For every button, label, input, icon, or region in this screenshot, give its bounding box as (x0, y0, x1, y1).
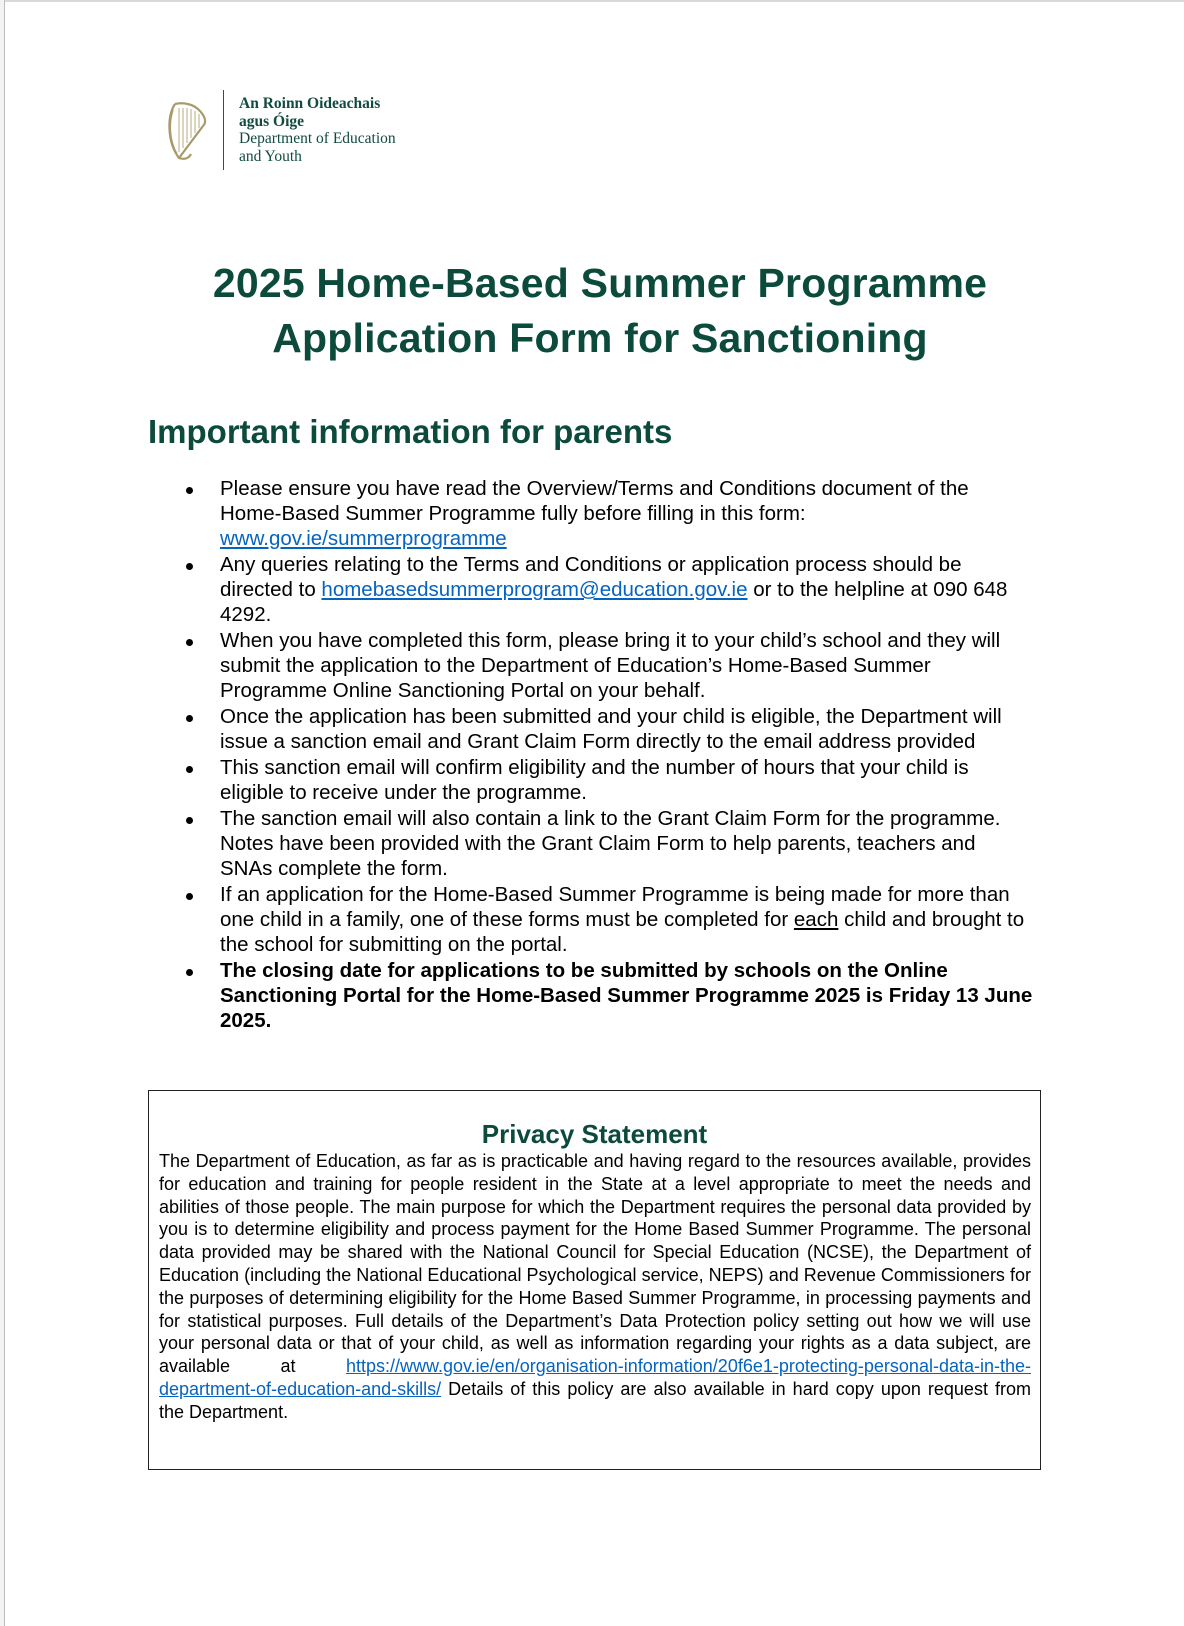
bullet-icon (186, 563, 193, 570)
list-item-closing-date (183, 958, 1033, 1033)
list-item (183, 628, 1033, 703)
emphasis-each: each (793, 908, 839, 931)
privacy-title: Privacy Statement (481, 1119, 708, 1149)
data-protection-policy-link[interactable]: https://www.gov.ie/en/organisation-information/20f6e1-protecting-personal-data-in-the-department-of-education-and-skills/ (159, 1356, 1031, 1399)
bullet-text: Once the application has been submitted and your child is eligible, the Department will issue a sanction email and Grant Claim Form directly to the email address provided (220, 705, 1002, 753)
title-line2: Application Form for Sanctioning (272, 315, 928, 361)
logo-irish-line2: agus Óige (239, 112, 305, 130)
bullet-text: or to the helpline at 090 648 4292. (220, 578, 1008, 626)
bullet-icon (186, 817, 193, 824)
list-item (183, 806, 1033, 881)
page-title (140, 256, 1060, 366)
bullet-icon (186, 487, 193, 494)
bullet-text: If an application for the Home-Based Summer Programme is being made for more than one child in a family, one of these forms must be completed for (220, 883, 1010, 931)
privacy-text: Details of this policy are also available in hard copy upon request from the Department. (159, 1378, 1031, 1422)
info-bullet-list (183, 476, 1033, 1034)
list-item (183, 552, 1033, 627)
bullet-icon (186, 639, 193, 646)
list-item (183, 704, 1033, 754)
logo-english-line2: and Youth (239, 147, 302, 165)
bullet-text: This sanction email will confirm eligibility and the number of hours that your child is eligible to receive under the programme. (220, 756, 969, 804)
logo-divider (223, 90, 224, 170)
logo-irish-line1: An Roinn Oideachais (239, 95, 381, 112)
logo-english-line1: Department of Education (239, 130, 396, 147)
bullet-icon (186, 766, 193, 773)
bullet-icon (186, 969, 193, 976)
privacy-statement-box (148, 1090, 1041, 1470)
privacy-body (159, 1150, 1031, 1424)
bullet-text: child and brought to the school for submitting on the portal. (220, 908, 1025, 956)
page-frame-top (0, 0, 1184, 2)
list-item (183, 882, 1033, 957)
summerprogramme-link[interactable]: www.gov.ie/summerprogramme (220, 527, 507, 550)
logo-text (239, 90, 396, 165)
bullet-text: Any queries relating to the Terms and Conditions or application process should be directed to (220, 553, 962, 601)
page-frame-left (0, 0, 5, 1626)
section-heading: Important information for parents (148, 413, 673, 450)
title-line1: 2025 Home-Based Summer Programme (212, 260, 988, 306)
department-logo (165, 90, 396, 170)
bullet-text: Please ensure you have read the Overview/Terms and Conditions document of the Home-Based Summer Programme fully before filling in this form: (220, 477, 969, 525)
bullet-icon (186, 893, 193, 900)
closing-date-text: The closing date for applications to be submitted by schools on the Online Sanctioning Portal for the Home-Based Summer Programme 2025 is Friday 13 June 2025. (220, 959, 1033, 1032)
bullet-text: The sanction email will also contain a link to the Grant Claim Form for the programme. Notes have been provided with the Grant Claim Form to help parents, teachers and SNAs complete the form. (220, 807, 1001, 880)
harp-icon (165, 98, 209, 164)
list-item (183, 476, 1033, 551)
bullet-text: When you have completed this form, please bring it to your child’s school and they will submit the application to the Department of Education’s Home-Based Summer Programme Online Sanctioning Portal on your behalf. (220, 629, 1001, 702)
privacy-text: The Department of Education, as far as is practicable and having regard to the resources available, provides for education and training for people resident in the State at a level appropriate to meet the needs and abilities of those people. The main purpose for which the Department requires the personal data provided by you is to determine eligibility and process payment for the Home Based Summer Programme. The personal data provided may be shared with the National Council for Special Education (NCSE), the Department of Education (including the National Educational Psychological service, NEPS) and Revenue Commissioners for the purposes of determining eligibility for the Home Based Summer Programme, in processing payments and for statistical purposes. Full details of the Department’s Data Protection policy setting out how we will use your personal data or that of your child, as well as information regarding your rights as a data subject, are available at (159, 1151, 1031, 1377)
list-item (183, 755, 1033, 805)
email-link[interactable]: homebasedsummerprogram@education.gov.ie (321, 578, 748, 601)
bullet-icon (186, 715, 193, 722)
